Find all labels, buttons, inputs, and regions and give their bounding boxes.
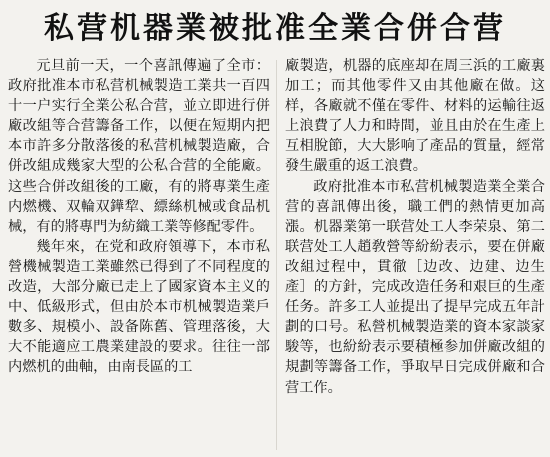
left-column (8, 56, 270, 378)
right-column (285, 56, 545, 398)
paragraph-text: 廠製造，机器的底座却在周三浜的工廠裏加工；而其他零件又由其他廠在做。这样，各廠就不僅在零件、材料的运輸往返上浪費了人力和時間，並且由於在生產上互相脫節，大大影响了產品的質量，經常發生嚴重的返工浪費。 (285, 58, 545, 175)
column-divider (276, 60, 277, 450)
paragraph-text: 幾年來，在党和政府領導下，本市私營機械製造工業雖然已得到了不同程度的改造，大部分廠已走上了國家資本主义的中、低級形式，但由於本市机械製造業戶數多、規模小、設备陈舊、管理落後，大大不能適应工農業建設的要求。往往一部内燃机的曲軸，由南長區的工 (8, 238, 270, 376)
paragraph-text: 政府批准本市私营机械製造業全業合营的喜訊傳出後，職工們的熱情更加高漲。机器業第一联营处工人李荣泉、第二联营处工人趙敎營等紛紛表示，要在併廠改組过程中，貫徹［边改、边建、边生產］的方針，完成改造任务和艰巨的生產任务。許多工人並提出了提早完成五年計劃的口号。私營机械製造業的資本家談家駿等，也紛紛表示要積極参加併廠改組的規劃等籌备工作，爭取早日完成併廠和合营工作。 (285, 178, 545, 396)
article-headline: 私营机器業被批准全業合併合营 (44, 11, 506, 46)
paragraph (8, 237, 270, 378)
paragraph (8, 56, 270, 237)
paragraph-text: 元旦前一天，一个喜訊傳遍了全市：政府批准本市私营机械製造工業共一百四十一户实行全業公私合营，並立即进行併廠改組等合营籌备工作，以便在短期内把本市許多分散落後的私营机械製造廠，合併改組成幾家大型的公私合营的全能廠。这些合併改組後的工廠，有的將專業生產内燃機、双輪双鏵犂、縹絲机械或食品机械，有的將專門为紡織工業等修配零件。 (8, 58, 270, 235)
paragraph (285, 56, 545, 177)
paragraph (285, 177, 545, 398)
